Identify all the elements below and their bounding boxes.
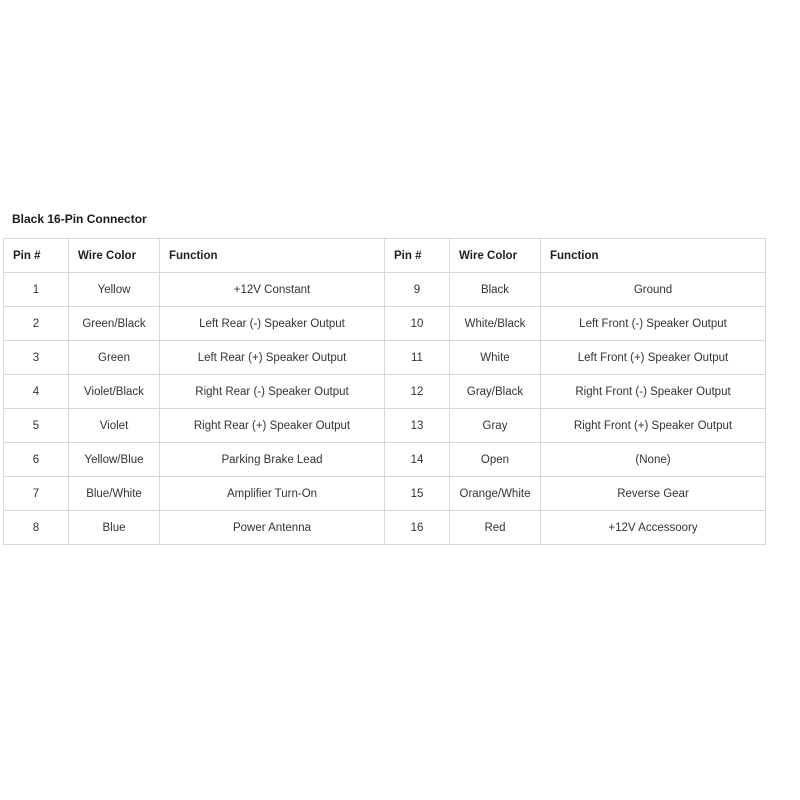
wire-color: Orange/White: [450, 477, 541, 511]
pin-function: Right Rear (+) Speaker Output: [160, 409, 385, 443]
pin-function: +12V Accessoory: [541, 511, 766, 545]
header-function: Function: [160, 239, 385, 273]
pin-function: Parking Brake Lead: [160, 443, 385, 477]
wire-color: White: [450, 341, 541, 375]
pin-function: Left Front (-) Speaker Output: [541, 307, 766, 341]
header-wire-color: Wire Color: [69, 239, 160, 273]
pin-function: Left Rear (-) Speaker Output: [160, 307, 385, 341]
pin-number: 5: [4, 409, 69, 443]
pin-number: 14: [385, 443, 450, 477]
wire-color: Yellow: [69, 273, 160, 307]
wire-color: Violet/Black: [69, 375, 160, 409]
wire-color: Gray: [450, 409, 541, 443]
table-row: [4, 443, 766, 477]
wire-color: Open: [450, 443, 541, 477]
pin-number: 15: [385, 477, 450, 511]
table-row: [4, 477, 766, 511]
page-title: Black 16-Pin Connector: [12, 212, 147, 226]
pin-number: 4: [4, 375, 69, 409]
pin-function: +12V Constant: [160, 273, 385, 307]
pin-number: 3: [4, 341, 69, 375]
header-pin: Pin #: [385, 239, 450, 273]
pin-function: Left Front (+) Speaker Output: [541, 341, 766, 375]
header-function: Function: [541, 239, 766, 273]
wire-color: Green/Black: [69, 307, 160, 341]
pin-number: 16: [385, 511, 450, 545]
table-row: [4, 273, 766, 307]
table-row: [4, 511, 766, 545]
pin-function: Left Rear (+) Speaker Output: [160, 341, 385, 375]
wire-color: Blue: [69, 511, 160, 545]
wire-color: Yellow/Blue: [69, 443, 160, 477]
pin-number: 9: [385, 273, 450, 307]
table-header-row: [4, 239, 766, 273]
pin-function: (None): [541, 443, 766, 477]
wire-color: Blue/White: [69, 477, 160, 511]
pin-number: 2: [4, 307, 69, 341]
pin-number: 6: [4, 443, 69, 477]
pin-number: 10: [385, 307, 450, 341]
pin-function: Right Rear (-) Speaker Output: [160, 375, 385, 409]
wire-color: White/Black: [450, 307, 541, 341]
header-wire-color: Wire Color: [450, 239, 541, 273]
table-row: [4, 375, 766, 409]
pin-number: 11: [385, 341, 450, 375]
pin-function: Amplifier Turn-On: [160, 477, 385, 511]
wire-color: Green: [69, 341, 160, 375]
pin-table: [3, 238, 766, 545]
pin-function: Right Front (+) Speaker Output: [541, 409, 766, 443]
header-pin: Pin #: [4, 239, 69, 273]
table-row: [4, 307, 766, 341]
wire-color: Black: [450, 273, 541, 307]
pin-function: Reverse Gear: [541, 477, 766, 511]
pin-number: 8: [4, 511, 69, 545]
pin-number: 1: [4, 273, 69, 307]
wire-color: Violet: [69, 409, 160, 443]
table-row: [4, 341, 766, 375]
wire-color: Gray/Black: [450, 375, 541, 409]
table-row: [4, 409, 766, 443]
wire-color: Red: [450, 511, 541, 545]
pin-function: Power Antenna: [160, 511, 385, 545]
pin-number: 12: [385, 375, 450, 409]
pin-function: Ground: [541, 273, 766, 307]
pin-function: Right Front (-) Speaker Output: [541, 375, 766, 409]
pin-number: 7: [4, 477, 69, 511]
pin-number: 13: [385, 409, 450, 443]
